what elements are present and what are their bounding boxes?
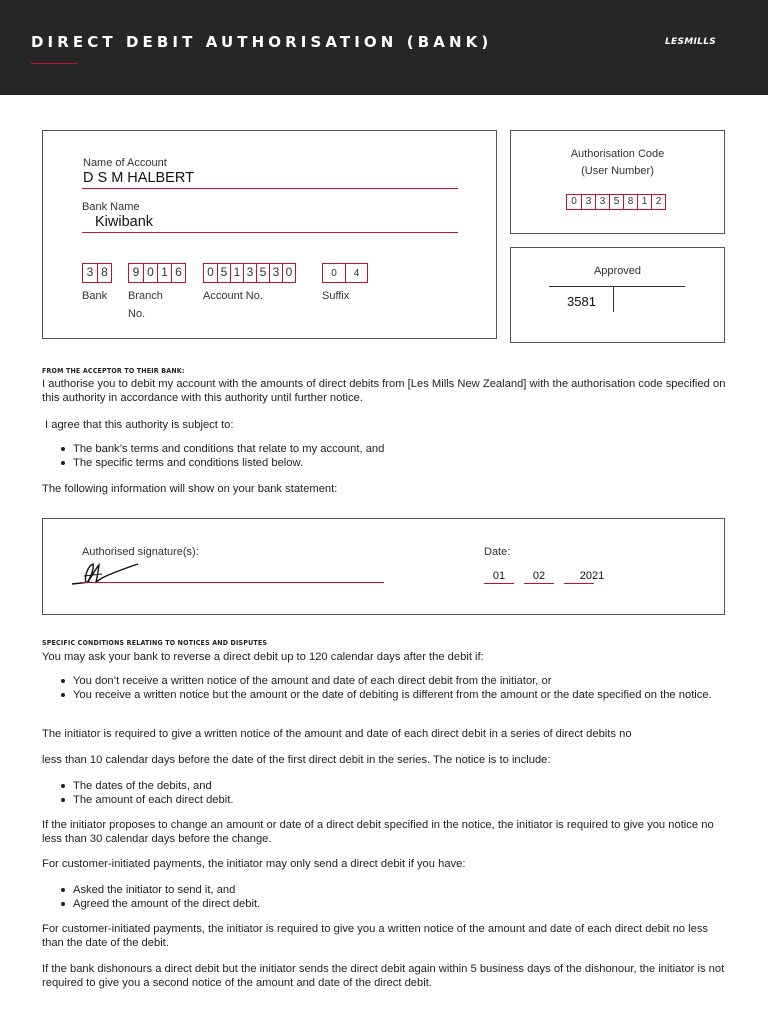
conditions-bullet-6: Agreed the amount of the direct debit. <box>73 897 733 911</box>
auth-digit: 5 <box>609 195 623 209</box>
branch-label: Branch <box>128 290 163 302</box>
date-month[interactable]: 02 <box>532 570 546 582</box>
date-day[interactable]: 01 <box>492 570 506 582</box>
name-of-account-value[interactable]: D S M HALBERT <box>83 170 194 186</box>
approved-value[interactable]: 3581 <box>567 294 596 309</box>
date-day-line <box>484 583 514 584</box>
account-digit: 5 <box>256 264 269 282</box>
name-of-account-label: Name of Account <box>83 157 167 169</box>
branch-digit: 0 <box>143 264 157 282</box>
date-label: Date: <box>484 546 511 558</box>
account-no-label: Account No. <box>203 290 263 302</box>
conditions-paragraph-3: If the initiator proposes to change an amount or date of a direct debit specified in the notice, the initiator is required to give you notice no less than 30 calendar days before the change. <box>42 819 714 845</box>
approved-box <box>510 247 725 343</box>
date-year-line <box>564 583 594 584</box>
date-year[interactable]: 2021 <box>579 570 605 582</box>
date-month-line <box>524 583 554 584</box>
acceptor-bullet-2: The specific terms and conditions listed below. <box>73 456 733 470</box>
bank-name-value[interactable]: Kiwibank <box>95 214 154 230</box>
statement-text: The following information will show on your bank statement: <box>42 483 338 495</box>
authorisation-code-digits <box>566 194 666 210</box>
title-underline <box>31 63 77 64</box>
conditions-bullet-1: You don’t receive a written notice of the amount and date of each direct debit from the initiator, or <box>73 674 733 688</box>
suffix-boxes[interactable] <box>322 263 368 283</box>
name-of-account-line <box>82 188 458 189</box>
lesmills-logo: LESMILLS <box>665 37 717 47</box>
account-digit: 3 <box>243 264 256 282</box>
account-digit: 1 <box>230 264 243 282</box>
conditions-bullet-3: The dates of the debits, and <box>73 779 733 793</box>
branch-digit: 1 <box>157 264 171 282</box>
conditions-bullet-4: The amount of each direct debit. <box>73 793 733 807</box>
auth-digit: 0 <box>571 196 577 207</box>
signature-line[interactable] <box>82 582 384 583</box>
auth-digit: 2 <box>651 195 665 209</box>
approved-divider-vertical <box>613 286 614 312</box>
auth-digit: 3 <box>581 195 595 209</box>
conditions-paragraph-6: If the bank dishonours a direct debit but the initiator sends the direct debit again within 5 business days of the dishonour, the initiator is not required to give you a second notice of the amount and date of the direct debit. <box>42 963 725 989</box>
conditions-intro: You may ask your bank to reverse a direct debit up to 120 calendar days after the debit if: <box>42 651 484 663</box>
branch-label-no: No. <box>128 308 146 320</box>
bank-digit: 8 <box>97 264 111 282</box>
account-digit: 3 <box>269 264 282 282</box>
auth-digit: 8 <box>623 195 637 209</box>
conditions-paragraph-4: For customer-initiated payments, the initiator may only send a direct debit if you have: <box>42 858 466 870</box>
approved-label: Approved <box>593 265 642 277</box>
authorisation-code-box <box>510 130 725 234</box>
header-bar <box>0 0 768 95</box>
bank-number-boxes[interactable] <box>82 263 112 283</box>
account-digit: 0 <box>207 265 214 279</box>
suffix-digit: 0 <box>331 268 337 279</box>
bank-name-label: Bank Name <box>82 201 140 213</box>
branch-digit: 9 <box>132 265 140 279</box>
acceptor-bullet-1: The bank’s terms and conditions that relate to my account, and <box>73 442 733 456</box>
signature-label: Authorised signature(s): <box>82 546 199 558</box>
signature-scribble <box>68 558 148 588</box>
auth-digit: 1 <box>637 195 651 209</box>
suffix-label: Suffix <box>322 290 350 302</box>
conditions-paragraph-5: For customer-initiated payments, the initiator is required to give you a written notice of the amount and date of each direct debit no less than the date of the debit. <box>42 923 709 949</box>
bank-digit: 3 <box>86 265 94 279</box>
branch-digit: 6 <box>171 264 185 282</box>
authorisation-code-label: Authorisation Code <box>570 148 665 160</box>
agree-text: I agree that this authority is subject to: <box>45 419 234 431</box>
acceptor-paragraph: I authorise you to debit my account with the amounts of direct debits from [Les Mills New Zealand] with the authorisation code specified on this authority in accordance with this authority until further notice. <box>42 378 726 404</box>
page-title: DIRECT DEBIT AUTHORISATION (BANK) <box>31 33 493 51</box>
branch-number-boxes[interactable] <box>128 263 186 283</box>
conditions-paragraph-2a: The initiator is required to give a written notice of the amount and date of each direct debit in a series of direct debits no <box>42 728 632 740</box>
suffix-digit: 4 <box>345 264 367 282</box>
bank-name-line <box>82 232 458 233</box>
account-digit: 0 <box>282 264 295 282</box>
conditions-bullet-5: Asked the initiator to send it, and <box>73 883 733 897</box>
acceptor-heading: FROM THE ACCEPTOR TO THEIR BANK: <box>42 367 185 375</box>
approved-divider-horizontal <box>549 286 685 287</box>
account-number-boxes[interactable] <box>203 263 296 283</box>
account-digit: 5 <box>217 264 230 282</box>
conditions-heading: SPECIFIC CONDITIONS RELATING TO NOTICES AND DISPUTES <box>42 639 268 647</box>
conditions-paragraph-2b: less than 10 calendar days before the date of the first direct debit in the series. The notice is to include: <box>42 754 551 766</box>
bank-label: Bank <box>82 290 108 302</box>
auth-digit: 3 <box>595 195 609 209</box>
user-number-label: (User Number) <box>581 165 654 177</box>
conditions-bullet-2: You receive a written notice but the amount or the date of debiting is different from the amount or the date specified on the notice. <box>73 688 733 702</box>
